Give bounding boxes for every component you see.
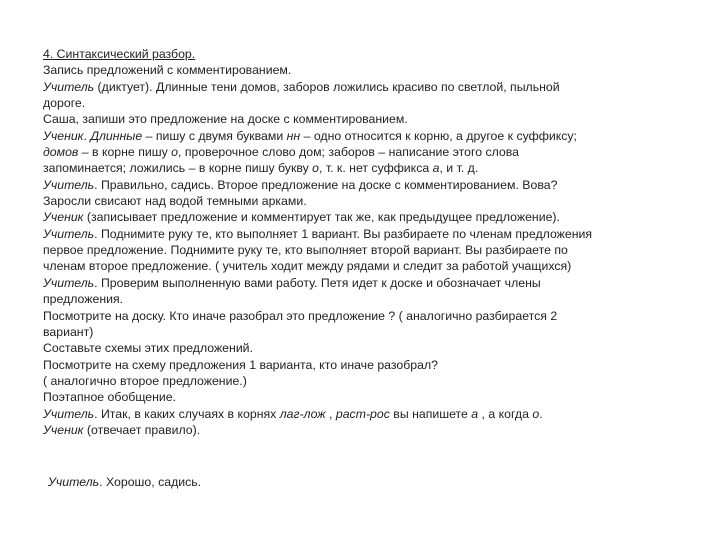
text-line: [43, 144, 708, 160]
text-line: Заросли свисают над водой темными арками.: [43, 194, 307, 209]
italic-word: нн: [286, 128, 301, 143]
line-text: вы напишете: [389, 406, 472, 421]
speaker-label: Учитель: [43, 406, 95, 421]
italic-word: Длинные: [90, 128, 143, 143]
text-line: Саша, запиши это предложение на доске с комментированием.: [43, 112, 408, 127]
text-line: Составьте схемы этих предложений.: [43, 341, 253, 356]
speaker-label: Учитель: [48, 475, 100, 489]
speaker-label: Учитель: [43, 226, 95, 241]
speaker-label: Учитель: [43, 275, 95, 290]
text-line: [43, 177, 708, 193]
text-line: [43, 209, 708, 225]
speaker-label: Учитель: [43, 177, 95, 192]
text-line: [43, 406, 708, 422]
lesson-text: [43, 46, 708, 438]
text-line: Поэтапное обобщение.: [43, 390, 177, 405]
speaker-label: Учитель: [43, 79, 95, 94]
line-text: – в корне пишу: [78, 145, 172, 160]
line-text: , а когда: [478, 406, 533, 421]
line-text: (диктует). Длинные тени домов, заборов ложились красиво по светлой, пыльной: [94, 79, 560, 94]
line-text: (отвечает правило).: [83, 422, 201, 437]
text-line: [43, 160, 708, 176]
text-line: Посмотрите на схему предложения 1 варианта, кто иначе разобрал?: [43, 357, 438, 372]
line-text: . Итак, в каких случаях в корнях: [94, 406, 280, 421]
text-line: [43, 79, 708, 95]
line-text: , проверочное слово дом; заборов – написание этого слова: [178, 145, 519, 160]
italic-word: раст-рос: [335, 406, 390, 421]
italic-word: о: [312, 161, 319, 176]
text-line: Запись предложений с комментированием.: [43, 63, 292, 78]
text-line: [43, 422, 708, 438]
text-line: дороге.: [43, 96, 86, 111]
line-text: , и т. д.: [439, 161, 479, 176]
final-line: [48, 474, 201, 490]
italic-word: о: [171, 145, 178, 160]
line-text: , т. к. нет суффикса: [319, 161, 433, 176]
line-text: .: [539, 406, 543, 421]
text-line: [43, 128, 708, 144]
line-text: . Проверим выполненную вами работу. Петя идет к доске и обозначает члены: [94, 275, 541, 290]
text-line: [43, 275, 708, 291]
line-text: . Правильно, садись. Второе предложение на доске с комментированием. Вова?: [94, 177, 558, 192]
text-line: членам второе предложение. ( учитель ходит между рядами и следит за работой учащихся): [43, 259, 572, 274]
text-line: вариант): [43, 324, 94, 339]
line-text: – одно относится к корню, а другое к суффиксу;: [300, 128, 577, 143]
line-text: .: [83, 128, 91, 143]
text-line: Посмотрите на доску. Кто иначе разобрал это предложение ? ( аналогично разбирается 2: [43, 308, 558, 323]
line-text: ,: [325, 406, 336, 421]
line-text: запоминается; ложились – в корне пишу букву: [43, 161, 313, 176]
italic-word: о: [532, 406, 540, 421]
italic-word: лаг-лож: [279, 406, 326, 421]
italic-word: а: [432, 161, 440, 176]
text-line: первое предложение. Поднимите руку те, кто выполняет второй вариант. Вы разбираете по: [43, 243, 568, 258]
line-text: . Хорошо, садись.: [99, 475, 202, 489]
text-line: предложения.: [43, 292, 124, 307]
italic-word: а: [471, 406, 479, 421]
heading-text: 4. Синтаксический разбор.: [43, 47, 196, 61]
line-text: . Поднимите руку те, кто выполняет 1 вариант. Вы разбираете по членам предложения: [94, 226, 593, 241]
line-text: – пишу с двумя буквами: [142, 128, 287, 143]
italic-word: домов: [43, 145, 79, 160]
text-line: ( аналогично второе предложение.): [43, 373, 247, 388]
line-text: (записывает предложение и комментирует так же, как предыдущее предложение).: [83, 210, 560, 225]
text-line: [43, 226, 708, 242]
section-heading: [43, 46, 708, 62]
speaker-label: Ученик: [43, 422, 84, 437]
speaker-label: Ученик: [43, 210, 84, 225]
speaker-label: Ученик: [43, 128, 84, 143]
